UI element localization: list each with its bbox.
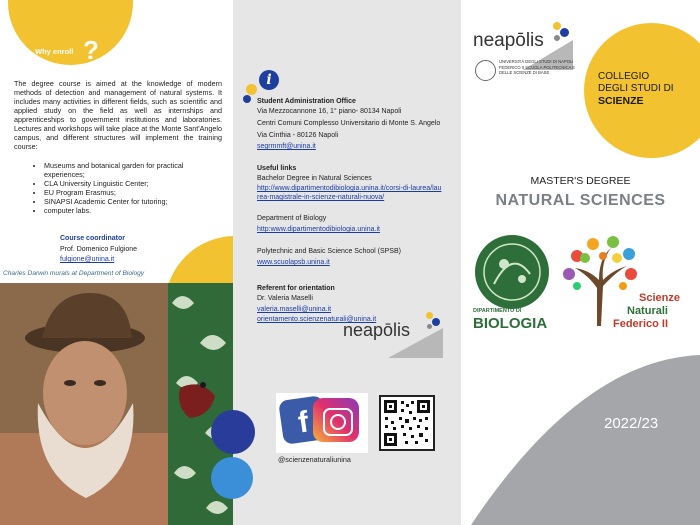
instagram-icon[interactable] bbox=[313, 398, 359, 442]
admin-address-2: Centri Comuni Complesso Universitario di Monte S. Angelo bbox=[257, 120, 441, 127]
darwin-mural-image bbox=[0, 283, 233, 525]
facebook-icon[interactable]: f bbox=[278, 395, 328, 445]
masters-degree-label: MASTER'S DEGREE bbox=[530, 175, 631, 187]
decorative-lightblue-circle bbox=[211, 457, 253, 499]
neapolis-logo-small: neapōlis bbox=[343, 320, 411, 340]
orientation-email-2[interactable]: orientamento.scienzenaturali@unina.it bbox=[257, 316, 377, 323]
logo-swoosh bbox=[388, 328, 443, 358]
biology-dept-logo bbox=[474, 234, 550, 314]
list-item: • Museums and botanical garden for practical experiences; bbox=[44, 161, 224, 179]
polytechnic-label: Polytechnic and Basic Science School (SPSB) bbox=[257, 248, 401, 255]
sn-line-1: Scienze bbox=[639, 292, 680, 304]
gray-swoosh bbox=[461, 355, 700, 525]
why-enroll-heading: Why enroll bbox=[35, 47, 74, 56]
logo-dot bbox=[432, 318, 440, 326]
logo-dot bbox=[426, 312, 433, 319]
coordinator-name: Prof. Domenico Fulgione bbox=[60, 246, 138, 253]
info-dot-blue bbox=[243, 95, 251, 103]
collegio-line-3: SCIENZE bbox=[598, 95, 644, 107]
admin-heading: Student Administration Office bbox=[257, 98, 356, 105]
sn-line-2: Naturali bbox=[627, 305, 668, 317]
natural-sciences-title: NATURAL SCIENCES bbox=[495, 192, 666, 209]
intro-paragraph: The degree course is aimed at the knowledge of modern methods of detection and management of natural systems. It includes many activities in different fields, such as scientific and applied study on the field as well as internships and apprenticeships to government institutions and laboratories. Lectures and workshops will take place at the Monte Sant'Angelo campus, and different structures will implement the training course: bbox=[14, 79, 222, 151]
biology-logo-line-2: BIOLOGIA bbox=[473, 315, 548, 332]
neapolis-logo: neapōlis bbox=[473, 30, 544, 51]
orientation-email-1[interactable]: valeria.maselli@unina.it bbox=[257, 306, 332, 313]
coordinator-email-link[interactable]: fulgione@unina.it bbox=[60, 256, 115, 263]
info-icon: i bbox=[259, 70, 279, 90]
left-panel bbox=[0, 0, 233, 525]
facilities-list bbox=[14, 161, 224, 215]
polytechnic-link[interactable]: www.scuolapsb.unina.it bbox=[257, 259, 330, 266]
right-panel bbox=[461, 0, 700, 525]
logo-dot bbox=[553, 22, 561, 30]
list-item: • CLA University Linguistic Center; bbox=[44, 179, 224, 188]
admin-email-link[interactable]: segrmmft@unina.it bbox=[257, 143, 316, 150]
info-dot-yellow bbox=[246, 84, 257, 95]
academic-year: 2022/23 bbox=[604, 415, 659, 432]
university-subtext: UNIVERSITÀ DEGLI STUDI DI NAPOLI FEDERICO II SCUOLA POLITECNICA E DELLE SCIENZE DI BASE bbox=[499, 59, 576, 75]
social-handle: @scienzenaturaliunina bbox=[278, 455, 351, 464]
biology-logo-line-1: DIPARTIMENTO DI bbox=[473, 308, 522, 314]
bachelor-link[interactable]: http://www.dipartimentodibiologia.unina.it/corsi-di-laurea/laurea-magistrale-in-scienze-naturali-nuova/ bbox=[257, 185, 442, 201]
sn-line-3: Federico II bbox=[613, 318, 669, 330]
collegio-line-1: COLLEGIO bbox=[598, 71, 650, 82]
list-item: • computer labs. bbox=[44, 206, 224, 215]
question-mark-icon: ? bbox=[83, 35, 99, 65]
orientation-name: Dr. Valeria Maselli bbox=[257, 295, 313, 302]
orientation-heading: Referent for orientation bbox=[257, 285, 335, 292]
dept-biology-label: Department of Biology bbox=[257, 215, 327, 222]
admin-address-1: Via Mezzocannone 16, 1° piano- 80134 Napoli bbox=[257, 108, 402, 115]
coordinator-heading: Course coordinator bbox=[60, 235, 125, 242]
useful-links-heading: Useful links bbox=[257, 165, 297, 172]
list-item: • SINAPSI Academic Center for tutoring; bbox=[44, 197, 224, 206]
mural-caption: Charles Darwin murals at Department of Biology bbox=[3, 270, 145, 277]
list-item: • EU Program Erasmus; bbox=[44, 188, 224, 197]
qr-code[interactable] bbox=[379, 395, 435, 451]
bachelor-label: Bachelor Degree in Natural Sciences bbox=[257, 175, 372, 182]
university-seal-icon bbox=[475, 60, 496, 81]
middle-panel bbox=[233, 0, 461, 525]
admin-address-3: Via Cinthia - 80126 Napoli bbox=[257, 132, 339, 139]
logo-dot bbox=[560, 28, 569, 37]
decorative-blue-circle bbox=[211, 410, 255, 454]
dept-biology-link[interactable]: http:www.dipartimentodibiologia.unina.it bbox=[257, 226, 380, 233]
collegio-line-2: DEGLI STUDI DI bbox=[598, 83, 674, 94]
